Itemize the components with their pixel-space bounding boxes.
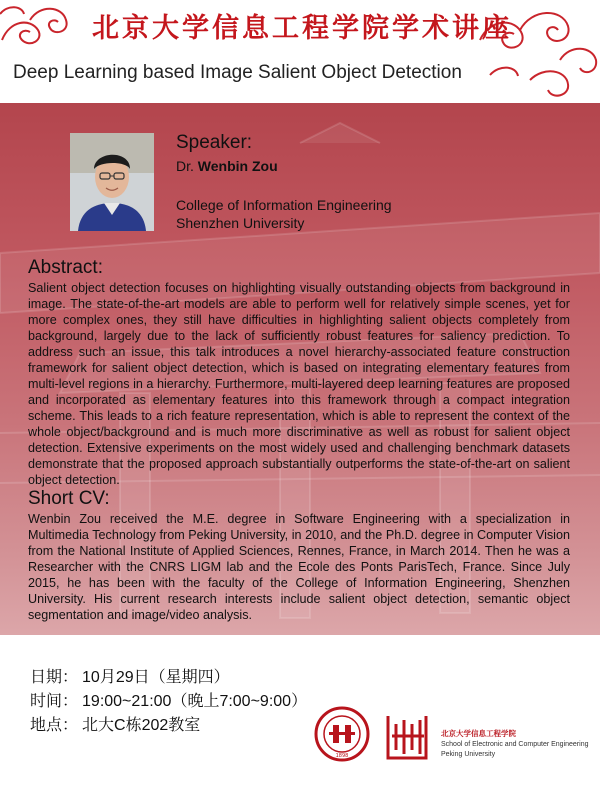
speaker-prefix: Dr.	[176, 158, 198, 174]
speaker-name-line	[176, 158, 278, 174]
cloud-ornament-left	[0, 0, 85, 58]
abstract-text: Salient object detection focuses on highlighting visually outstanding objects from background in image. The state-of-the-art models are able to perform well for relatively simple scenes, yet for more complex ones, they still have difficulties in highlighting salient objects completely from background, largely due to the lack of sufficiently robust features for saliency prediction. To address such an issue, this talk introduces a novel hierarchy-associated feature construction framework for salient object detection, which is based on integrating elementary features from multi-level regions in a hierarchy. Furthermore, multi-layered deep learning features are proposed and incorporated as elementary features into this framework through a compact integration scheme. This leads to a rich feature representation, which is able to represent the context of the whole object/background and is much more discriminative as well as robust for salient object detection. Extensive experiments on the most widely used and challenging benchmark datasets demonstrate that the proposed approach substantially outperforms the state-of-the-art on salient object detection.	[28, 281, 570, 487]
speaker-label: Speaker:	[176, 132, 253, 153]
place-value: 北大C栋202教室	[82, 717, 201, 734]
pku-seal-logo	[314, 706, 370, 762]
school-name-cn: 北京大学信息工程学院	[441, 729, 516, 738]
event-date	[30, 664, 234, 687]
cv-heading: Short CV:	[28, 488, 110, 509]
event-place	[30, 712, 204, 735]
seal-year: 1898	[335, 753, 349, 759]
talk-title: Deep Learning based Image Salient Object Detection	[13, 62, 462, 83]
speaker-photo	[70, 133, 154, 231]
school-university: Peking University	[441, 751, 496, 758]
speaker-name: Wenbin Zou	[197, 158, 278, 174]
date-value: 10月29日（星期四）	[82, 669, 230, 686]
time-value: 19:00~21:00（晚上7:00~9:00）	[82, 693, 308, 710]
cv-text: Wenbin Zou received the M.E. degree in Software Engineering with a specialization in Multimedia Technology from Peking University, in 2010, and the Ph.D. degree in Computer Vision from the National Institute of Applied Sciences, Rennes, France, in March 2014. Then he was a Researcher with the CNRS LIGM lab and the Ecole des Ponts ParisTech, France. Since July 2015, he has been with the faculty of the College of Information Engineering, Shenzhen University. His current research interests include salient object detection, semantic object segmentation and image/video analysis.	[28, 512, 570, 622]
header-title: 北京大学信息工程学院学术讲座	[92, 13, 512, 44]
abstract-heading: Abstract:	[28, 257, 103, 278]
place-label: 地点：	[30, 717, 79, 734]
event-time	[30, 688, 311, 711]
school-logo	[384, 712, 430, 762]
speaker-portrait	[70, 133, 154, 231]
date-label: 日期：	[30, 669, 79, 686]
school-name-en: School of Electronic and Computer Engineering	[441, 741, 589, 748]
speaker-college: College of Information Engineering	[176, 197, 392, 213]
time-label: 时间：	[30, 693, 79, 710]
speaker-university: Shenzhen University	[176, 215, 305, 231]
